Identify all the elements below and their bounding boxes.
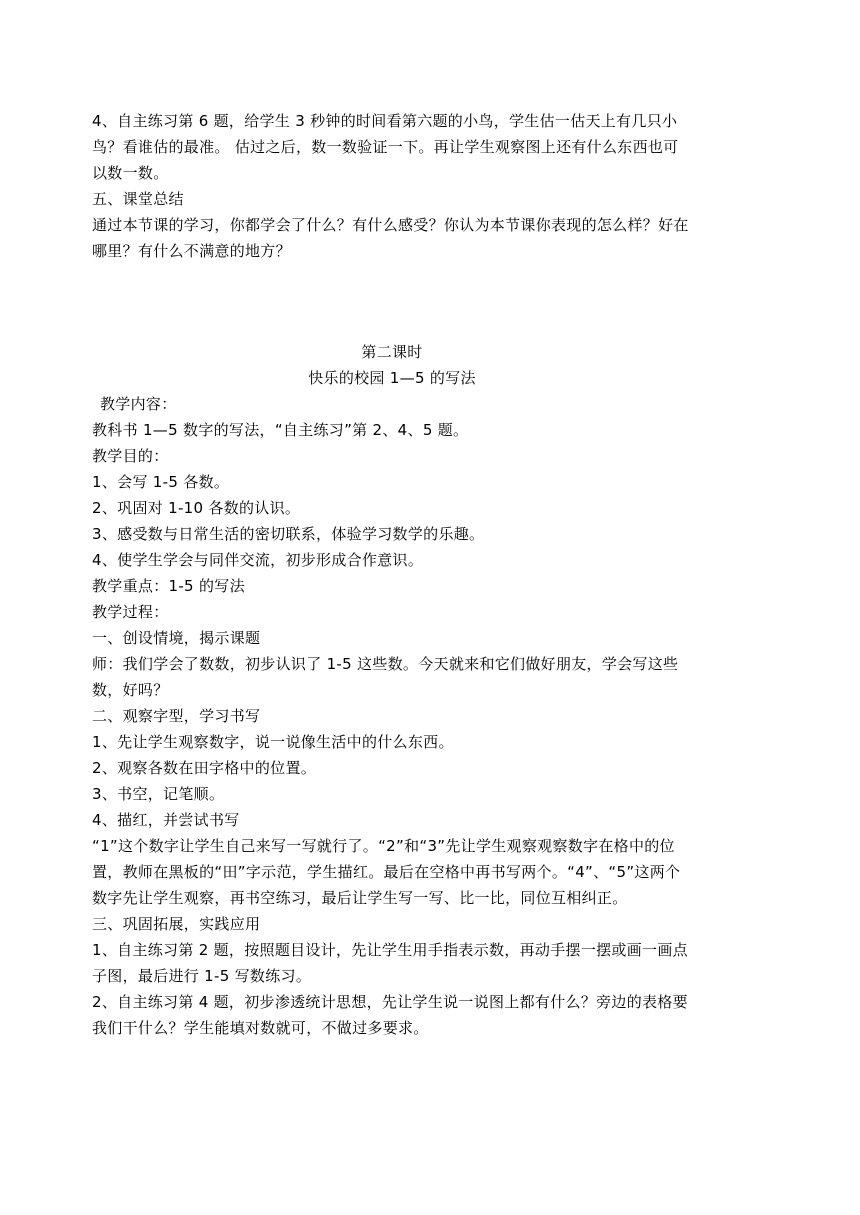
step-heading-3: 三、巩固拓展，实践应用 [92,915,261,933]
lesson-subtitle: 快乐的校园 1—5 的写法 [308,369,476,387]
step-2-item: 3、书空，记笔顺。 [92,785,225,803]
step-heading-1: 一、创设情境，揭示课题 [92,629,261,647]
step-1-paragraph: 师：我们学会了数数，初步认识了 1-5 这些数。今天就来和它们做好朋友，学会写这些数，好吗？ [92,655,679,699]
step-2-item: 1、先让学生观察数字，说一说像生活中的什么东西。 [92,733,454,751]
section-heading-summary: 五、课堂总结 [92,190,184,208]
teaching-process-label: 教学过程： [92,603,169,621]
goal-item: 2、巩固对 1-10 各数的认识。 [92,499,301,517]
goal-item: 4、使学生学会与同伴交流，初步形成合作意识。 [92,551,424,569]
teaching-content-text: 教科书 1—5 数字的写法，“自主练习”第 2、4、5 题。 [92,421,469,439]
goal-item: 3、感受数与日常生活的密切联系，体验学习数学的乐趣。 [92,525,485,543]
step-3-item: 2、自主练习第 4 题，初步渗透统计思想，先让学生说一说图上都有什么？旁边的表格要我们干什么？学生能填对数就可，不做过多要求。 [92,993,688,1037]
step-2-item: 2、观察各数在田字格中的位置。 [92,759,317,777]
second-lesson-section [92,339,692,1041]
teaching-goals-label: 教学目的： [92,447,169,465]
summary-paragraph: 通过本节课的学习，你都学会了什么？有什么感受？你认为本节课你表现的怎么样？好在哪里？有什么不满意的地方？ [92,216,689,260]
step-2-paragraph: “1”这个数字让学生自己来写一写就行了。“2”和“3”先让学生观察观察数字在格中的位置，教师在黑板的“田”字示范，学生描红。最后在空格中再书写两个。“4”、“5”这两个数字先让学生观察，再书空练习，最后让学生写一写、比一比，同位互相纠正。 [92,837,681,907]
step-3-item: 1、自主练习第 2 题，按照题目设计，先让学生用手指表示数，再动手摆一摆或画一画点子图，最后进行 1-5 写数练习。 [92,941,688,985]
step-2-item: 4、描红，并尝试书写 [92,811,240,829]
key-point: 教学重点：1-5 的写法 [92,577,245,595]
practice-item-4: 4、自主练习第 6 题，给学生 3 秒钟的时间看第六题的小鸟，学生估一估天上有几只小鸟？看谁估的最准。 估过之后，数一数验证一下。再让学生观察图上还有什么东西也可以数一数。 [92,112,679,182]
goal-item: 1、会写 1-5 各数。 [92,473,230,491]
lesson-title: 第二课时 [361,343,423,361]
teaching-content-label: 教学内容： [100,395,177,413]
step-heading-2: 二、观察字型，学习书写 [92,707,261,725]
previous-lesson-section [92,108,692,264]
